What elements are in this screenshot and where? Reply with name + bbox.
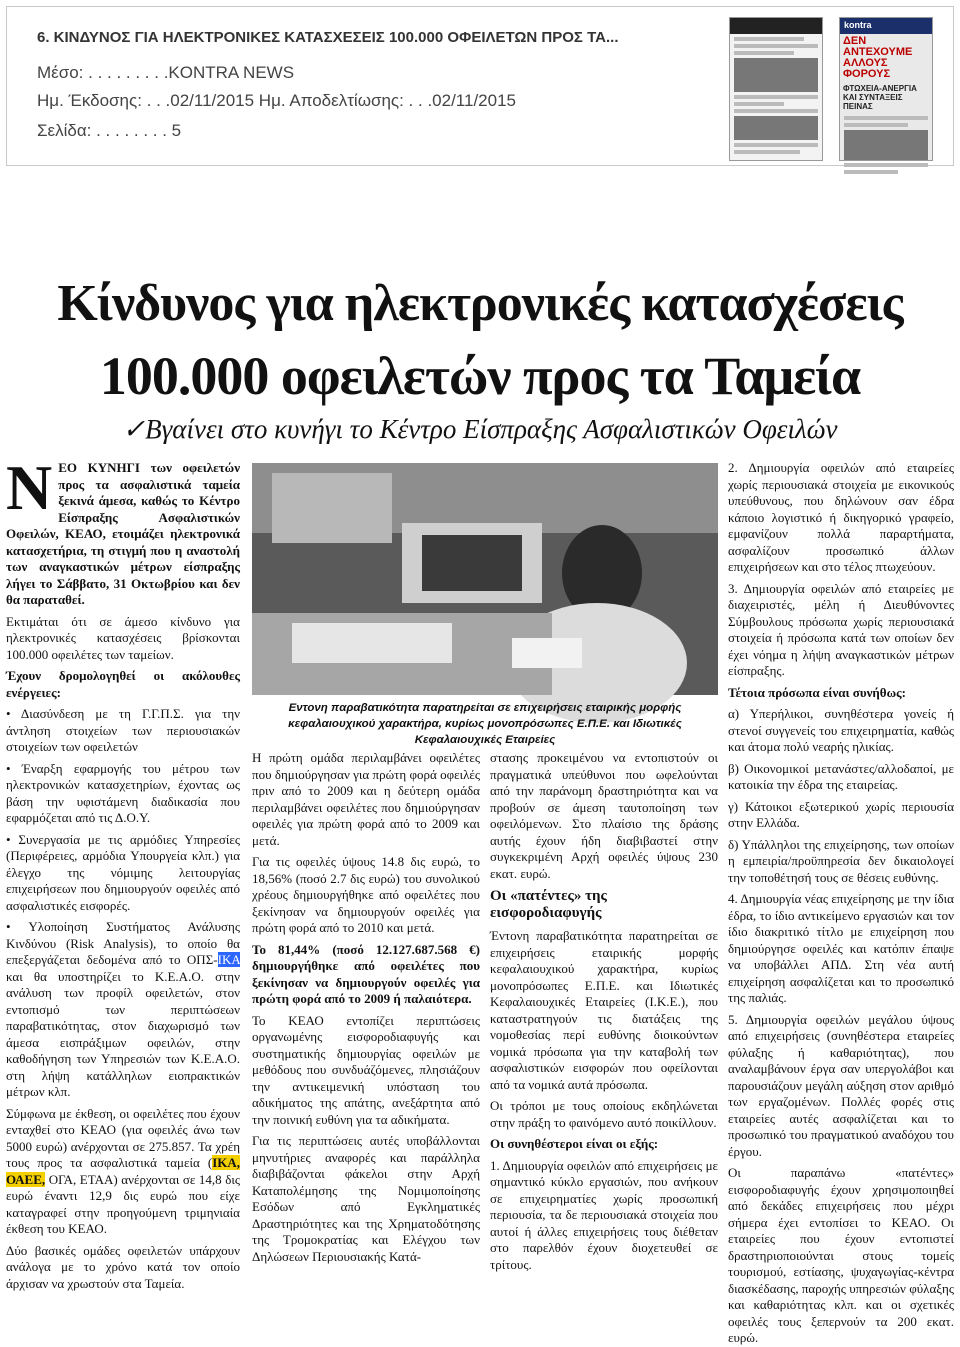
office-scene-image xyxy=(252,463,718,695)
col4-paragraph: 5. Δημιουργία οφειλών μεγάλου ύψους από επιχειρήσεις (συνηθέστερα εταιρείες φύλαξης ή καθαριότητας), που αναλαμβάνουν έργα σαν υπεργολάβοι και παρουσιάζουν μεγάλη αύξηση στον αριθμό των εργαζομένων. Πολλές φορές στις εταιρείες αυτές ασφαλίζεται και το προσωπικό του πραγματικού αναδόχου του έργου. xyxy=(728,1011,954,1159)
col4-paragraph: α) Υπερήλικοι, συνηθέστερα γονείς ή στενοί συγγενείς του επιχειρηματία, καθώς και άτομα πολύ νεαρής ηλικίας. xyxy=(728,706,954,754)
headline-line-1: Κίνδυνος για ηλεκτρονικές κατασχέσεις xyxy=(57,275,903,332)
medium-line: Μέσο: . . . . . . . . .KONTRA NEWS xyxy=(37,63,295,82)
subheadline: ✓Βγαίνει στο κυνήγι το Κέντρο Είσπραξης Ασφαλιστικών Οφειλών xyxy=(122,414,838,444)
col3-paragraph: Οι συνηθέστεροι είναι οι εξής: xyxy=(490,1136,659,1151)
col2-paragraph: Η πρώτη ομάδα περιλαμβάνει οφειλέτες που δημιούργησαν για πρώτη φορά οφειλές πριν από το 2009 και η δεύτερη ομάδα περιλαμβάνει οφειλέτες που δημιούργησαν οφειλές για πρώτη φορά από το 2009 και μετά. xyxy=(252,750,480,848)
col1-bullet: • Συνεργασία με τις αρμόδιες Υπηρεσίες (Περιφέρειες, αρμόδια Υπουργεία κλπ.) για έλεγχο της νόμιμης λειτουργίας επιχειρήσεων που δημιουργούν οφειλές από ασφαλιστικές εισφορές. xyxy=(6,831,240,913)
col4-paragraph: Τέτοια πρόσωπα είναι συνήθως: xyxy=(728,684,906,700)
col4-paragraph: β) Οικονομικοί μετανάστες/αλλοδαποί, με κατοικία την έδρα της εταιρείας. xyxy=(728,760,954,792)
col4-paragraph: 4. Δημιουργία νέας επιχείρησης με την ίδια έδρα, το ίδιο αντικείμενο εργασιών και τον ίδιο διακριτικό τίτλο με επιχείρηση που δημιούργησε οφειλές και κατόπιν έπαψε να υποβάλλει ΑΠΔ. Στη νέα αυτή επιχείρηση ασφαλίζεται και το προσωπικό της παλιάς. xyxy=(728,891,954,1005)
col2-paragraph: Για τις οφειλές ύψους 14.8 δις ευρώ, το 18,56% (ποσό 2.7 δις ευρώ) του συνολικού χρέους δημιουργήθηκε από οφειλέτες που ξεκίνησαν να δημιουργούν οφειλές για πρώτη φορά από το 2010 και μετά. xyxy=(252,854,480,935)
page-line: Σελίδα: . . . . . . . . 5 xyxy=(37,121,182,140)
col2-paragraph: Το 81,44% (ποσό 12.127.687.568 €) δημιουργήθηκε από οφειλέτες που ξεκίνησαν να δημιουργούν οφειλές για πρώτη φορά από το 2009 ή παλαιότερα. xyxy=(252,941,480,1006)
col4-paragraph: γ) Κάτοικοι εξωτερικού χωρίς περιουσία στην Ελλάδα. xyxy=(728,798,954,830)
headline-line-2: 100.000 οφειλετών προς τα Ταμεία xyxy=(99,346,861,406)
thumbnail-masthead xyxy=(730,18,822,34)
col2-paragraph: Για τις περιπτώσεις αυτές υποβάλλονται μηνυτήριες αναφορές και παράλληλα διαβιβάζονται φάκελοι στην Αρχή Καταπολέμησης της Νομιμοποίησης Εσόδων από Εγκληματικές Δραστηριότητες και της Χρηματοδότησης της Τρομοκρατίας και Ελέγχου των Δηλώσεων Περιουσιακής Κατά- xyxy=(252,1133,480,1264)
article-photo xyxy=(252,463,718,695)
front-page-thumbnail[interactable] xyxy=(839,17,933,161)
col4-paragraph: Οι παραπάνω «πατέντες» εισφοροδιαφυγής έχουν χρησιμοποιηθεί από δεκάδες επιχειρήσεις που μέχρι σήμερα έχει εντοπίσει το ΚΕΑΟ. Οι εταιρείες που έχουν εντοπιστεί δραστηριοποιούνται στους τομείς τουρισμού, εστίασης, ψυχαγωγίας-κέντρα διασκέδασης, παροχής υπηρεσιών φύλαξης και καθαριότητας κλπ. και οι σχετικές οφειλές τους ξεπερνούν τα 200 εκατ. ευρώ. xyxy=(728,1165,954,1345)
drop-cap: N xyxy=(6,452,53,523)
highlight-funds: ΙΚΑ, ΟΑΕΕ, xyxy=(6,1155,240,1187)
col1-paragraph: Δύο βασικές ομάδες οφειλετών υπάρχουν ανάλογα με το χρόνο κατά τον οποίο άρχισαν να χρωστούν στα Ταμεία. xyxy=(6,1242,240,1291)
section-subheading: Οι «πατέντες» της εισφοροδιαφυγής xyxy=(490,888,607,921)
clipping-info-box xyxy=(6,6,954,166)
col1-paragraph: Σύμφωνα με έκθεση, οι οφειλέτες που έχουν ενταχθεί στο ΚΕΑΟ (για οφειλές άνω των 5000 ευρώ) ανέρχονται σε 275.857. Τα χρέη τους προς τα ασφαλιστικά ταμεία (ΙΚΑ, ΟΑΕΕ, ΟΓΑ, ΕΤΑΑ) ανέρχονται σε 14,8 δις ευρώ έναντι 12,9 δις ευρώ που είχε καταγραφεί στην προηγούμενη τριμηνιαία έκθεση του ΚΕΑΟ. xyxy=(6,1105,240,1236)
page-thumbnail[interactable] xyxy=(729,17,823,161)
lead-paragraph: ΕΟ ΚΥΝΗΓΙ των οφειλετών προς τα ασφαλιστικά ταμεία ξεκινά άμεσα, καθώς το Κέντρο Είσπραξης Ασφαλιστικών Οφειλών, ΚΕΑΟ, ετοιμάζει ηλεκτρονικά κατασχετήρια, τη στιγμή που η αναστολή των αναγκαστικών μέτρων είσπραξης λήγει το Σάββατο, 31 Οκτωβρίου και δεν θα παραταθεί. xyxy=(6,460,240,607)
col1-bullet: • Διασύνδεση με τη Γ.Γ.Π.Σ. για την άντληση στοιχείων των περιουσιακών στοιχείων των οφειλετών xyxy=(6,706,240,754)
front-headline-2: ΦΤΩΧΕΙΑ-ΑΝΕΡΓΙΑ ΚΑΙ ΣΥΝΤΑΞΕΙΣ ΠΕΙΝΑΣ xyxy=(843,84,917,111)
col4-paragraph: 3. Δημιουργία οφειλών από εταιρείες με διαχειριστές, μέλη ή Διευθύνοντες Σύμβουλους πρόσωπα χωρίς περιουσιακά στοιχεία ή πρόσωπα κατά των οποίων δεν έχει νόημα η λήψη αναγκαστικών μέτρων είσπραξης. xyxy=(728,580,954,678)
front-headline-1: ΔΕΝ ΑΝΤΕΧΟΥΜΕ ΑΛΛΟΥΣ ΦΟΡΟΥΣ xyxy=(843,35,913,80)
column-1 xyxy=(6,452,240,1291)
photo-caption: Εντονη παραβατικότητα παρατηρείται σε επιχειρήσεις εταιρικής μορφής κεφαλαιουχικού χαρακτήρα, κυρίως μονοπρόσωπες Ε.Π.Ε. και Ιδιωτικές Κεφαλαιουχικές Εταιρείες xyxy=(288,702,682,746)
col3-paragraph: Έντονη παραβατικότητα παρατηρείται σε επιχειρήσεις εταιρικής μορφής κεφαλαιουχικού χαρακτήρα, κυρίως μονοπρόσωπες Ε.Π.Ε. και Ιδιωτικές Κεφαλαιουχικές Εταιρείες (Ι.Κ.Ε.), που καταστρατηγούν τις διατάξεις της νομοθεσίας περί ευθύνης διοικούντων νομικά πρόσωπα για την καταβολή των ασφαλιστικών εισφορών που οφείλονται από τα νομικά αυτά πρόσωπα. xyxy=(490,928,718,1092)
column-3 xyxy=(490,750,718,1280)
col1-paragraph: Έχουν δρομολογηθεί οι ακόλουθες ενέργειες: xyxy=(6,668,240,700)
newspaper-article xyxy=(0,272,960,1345)
col3-paragraph: 1. Δημιουργία οφειλών από επιχειρήσεις με σημαντικό κύκλο εργασιών, που ανήκουν σε επιχειρηματίες χωρίς προσωπική περιουσία, τα δε περιουσιακά στοιχεία που αυτοί ή άλλες επιχειρήσεις τους διέθεταν στο παρελθόν έχουν διοχετευθεί σε τρίτους. xyxy=(490,1157,718,1272)
col1-bullet: • Έναρξη εφαρμογής του μέτρου των ηλεκτρονικών κατασχετηρίων, έχοντας ως βάση την υφιστάμενη διαδικασία που εφαρμόζεται από τις Δ.Ο.Υ. xyxy=(6,760,240,825)
col4-paragraph: δ) Υπάλληλοι της επιχείρησης, των οποίων η εμπειρία/προϋπηρεσία δεν δικαιολογεί την τοποθέτησή τους σε θέσεις ευθύνης. xyxy=(728,836,954,885)
clipping-title: 6. ΚΙΝΔΥΝΟΣ ΓΙΑ ΗΛΕΚΤΡΟΝΙΚΕΣ ΚΑΤΑΣΧΕΣΕΙΣ 100.000 ΟΦΕΙΛΕΤΩΝ ΠΡΟΣ ΤΑ... xyxy=(37,29,619,46)
highlight-ika: ΙΚΑ xyxy=(217,952,240,967)
col1-paragraph: Εκτιμάται ότι σε άμεσο κίνδυνο για ηλεκτρονικές κατασχέσεις βρίσκονται 100.000 οφειλέτες των ταμείων. xyxy=(6,613,240,662)
column-2 xyxy=(252,750,480,1280)
col4-paragraph: 2. Δημιουργία οφειλών από εταιρείες χωρίς περιουσιακά στοιχεία με εικονικούς υπεύθυνους, που δηλώνουν σαν έδρα κάποιο λογιστικό ή δικηγορικό γραφείο, εμφανίζουν πολλά παραρτήματα, ασφαλίζουν προσωπικό άλλων επιχειρήσεων και στο τέλος πτωχεύουν. xyxy=(728,460,954,574)
front-masthead: kontra xyxy=(840,18,932,34)
col1-bullet-risk: • Υλοποίηση Συστήματος Ανάλυσης Κινδύνου (Risk Analysis), το οποίο θα επεξεργάζεται δεδομένα από το ΟΠΣ-ΙΚΑ και θα υποστηρίζει το Κ.Ε.Α.Ο. στην ανάλυση των προφίλ οφειλετών, στον εντοπισμό των περιπτώσεων παραβατικότητας, στον διαχωρισμό των άμεσα εισπράξιμων οφειλών, στην καθοδήγηση των Υπηρεσιών των Κ.Ε.Α.Ο. στη λήψη κατάλληλων ειοπρακτικών μέτρων κλπ. xyxy=(6,919,240,1099)
col3-paragraph: στασης προκειμένου να εντοπιστούν οι πραγματικά υπεύθυνοι που ωφελούνται από την παράνομη δραστηριότητα και να προβούν σε άμεση ταυτοποίηση των οφειλόμενων. Στο πλαίσιο της δράσης αυτής έχουν ήδη διαβιβαστεί στην συγκεκριμένη Αρχή οφειλές ύψους 230 εκατ. ευρώ. xyxy=(490,750,718,881)
dates-line: Ημ. Έκδοσης: . . .02/11/2015 Ημ. Αποδελτίωσης: . . .02/11/2015 xyxy=(37,91,516,110)
col3-paragraph: Οι τρόποι με τους οποίους εκδηλώνεται στην πράξη το φαινόμενο αυτό ποικίλλουν. xyxy=(490,1098,718,1130)
col2-paragraph: Το ΚΕΑΟ εντοπίζει περιπτώσεις οργανωμένης εισφοροδιαφυγής και συστηματικής δημιουργίας οφειλών με μεθόδους που συνδυάζόμενες, πλησιάζουν την αντικειμενική υπόσταση του αδικήματος της απάτης, ανεξάρτητα από την ποινική ευθύνη για τα αδικήματα. xyxy=(252,1012,480,1127)
column-4 xyxy=(728,460,954,1345)
